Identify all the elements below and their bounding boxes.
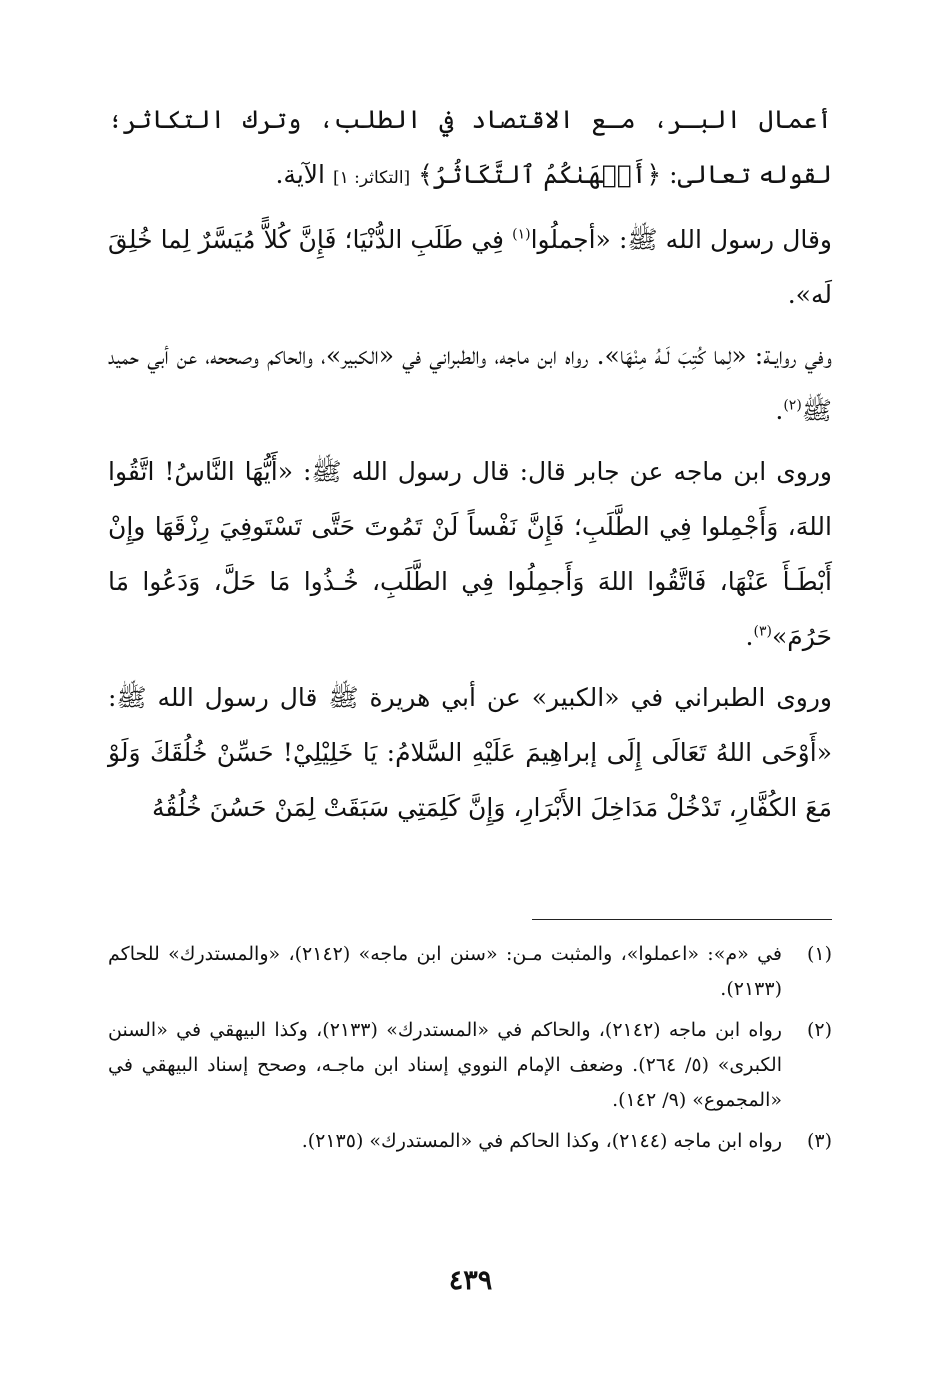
main-text bbox=[108, 92, 832, 835]
page-number: ٤٣٩ bbox=[448, 1265, 493, 1296]
footnote-ref-3[interactable]: (٣) bbox=[753, 623, 772, 640]
paragraph-2-rest: فِي طَلَبِ الدُّنْيَا؛ فَإِنَّ كُلاًّ مُيَسَّرٌ لِما خُلِقَ لَه». bbox=[108, 225, 832, 309]
footnote-separator bbox=[532, 919, 832, 920]
paragraph-4-end: . bbox=[745, 622, 754, 651]
footnote-1 bbox=[108, 937, 832, 1007]
page-body bbox=[108, 92, 833, 1152]
footnote-ref-1[interactable]: (١) bbox=[512, 226, 531, 243]
footnote-text: رواه ابن ماجه (٢١٤٤)، وكذا الحاكم في «المستدرك» (٢١٣٥). bbox=[301, 1130, 782, 1152]
paragraph-5 bbox=[108, 670, 832, 835]
paragraph-3-text: وفي روايـة: «لِما كُتِبَ لَـهُ مِنْهَا». رواه ابن ماجه، والطبراني في «الكبير»، والحاكم وصححه، عن أبي حميد ﷺ bbox=[108, 341, 832, 425]
paragraph-2 bbox=[108, 212, 832, 322]
footnote-2 bbox=[108, 1013, 832, 1118]
paragraph-1 bbox=[108, 92, 832, 206]
footnote-number: (٢) bbox=[806, 1019, 832, 1041]
paragraph-2-text: وقال رسول الله ﷺ: «أجملُوا bbox=[530, 225, 833, 254]
paragraph-1-text: أعمال البـر، مـع الاقتصاد في الطلب، وترك التكاثر؛ لقوله تعالى: bbox=[108, 105, 832, 189]
footnote-number: (٣) bbox=[806, 1130, 832, 1152]
paragraph-4 bbox=[108, 444, 832, 664]
footnotes bbox=[108, 937, 832, 1165]
footnote-text: في «م»: «اعملوا»، والمثبت مـن: «سنن ابن ماجه» (٢١٤٢)، «والمستدرك» للحاكم (٢١٣٣). bbox=[108, 943, 782, 1000]
quran-verse: ﴿أَلۡهَىٰكُمُ ٱلتَّكَاثُرُ﴾ bbox=[418, 160, 662, 189]
footnote-text: رواه ابن ماجه (٢١٤٢)، والحاكم في «المستدرك» (٢١٣٣)، وكذا البيهقي في «السنن الكبرى» (٥/ ٢٦٤). وضعف الإمام النووي إسناد ابن ماجـه، وصحح إسناد البيهقي في «المجموع» (٩/ ١٤٢). bbox=[108, 1019, 782, 1111]
paragraph-3-end: . bbox=[775, 396, 784, 425]
footnote-number: (١) bbox=[806, 943, 832, 965]
paragraph-1-end: الآية. bbox=[275, 160, 325, 189]
footnote-ref-2[interactable]: (٢) bbox=[783, 397, 802, 414]
paragraph-4-text: وروى ابن ماجه عن جابر قال: قال رسول الله ﷺ: «أَيُّهَا النَّاسُ! اتَّقُوا اللهَ، وَأَجْمِلوا فِي الطَّلَبِ؛ فَإِنَّ نَفْساً لَنْ تَمُوتَ حَتَّى تَسْتَوفِيَ رِزْقَهَا وإِنْ أَبْطَـأَ عَنْهَا، فَاتَّقُوا اللهَ وَأَجمِلُوا فِي الطَّلَبِ، خُـذُوا مَا حَلَّ، وَدَعُوا مَا حَرُمَ» bbox=[108, 457, 832, 651]
paragraph-5-text: وروى الطبراني في «الكبير» عن أبي هريرة ﷺ قال رسول الله ﷺ: «أَوْحَى اللهُ تَعَالَى إِلَى إبراهِيمَ عَلَيْهِ السَّلامُ: يَا خَلِيْلِيْ! حَسِّنْ خُلُقَكَ وَلَوْ مَعَ الكُفَّارِ، تَدْخُلْ مَدَاخِلَ الأَبْرَارِ، وَإِنَّ كَلِمَتِي سَبَقَتْ لِمَنْ حَسُنَ خُلُقُهُ bbox=[108, 683, 832, 822]
paragraph-3 bbox=[108, 328, 832, 438]
verse-citation: [التكاثر: ١] bbox=[332, 168, 411, 188]
footnote-3 bbox=[108, 1124, 832, 1159]
